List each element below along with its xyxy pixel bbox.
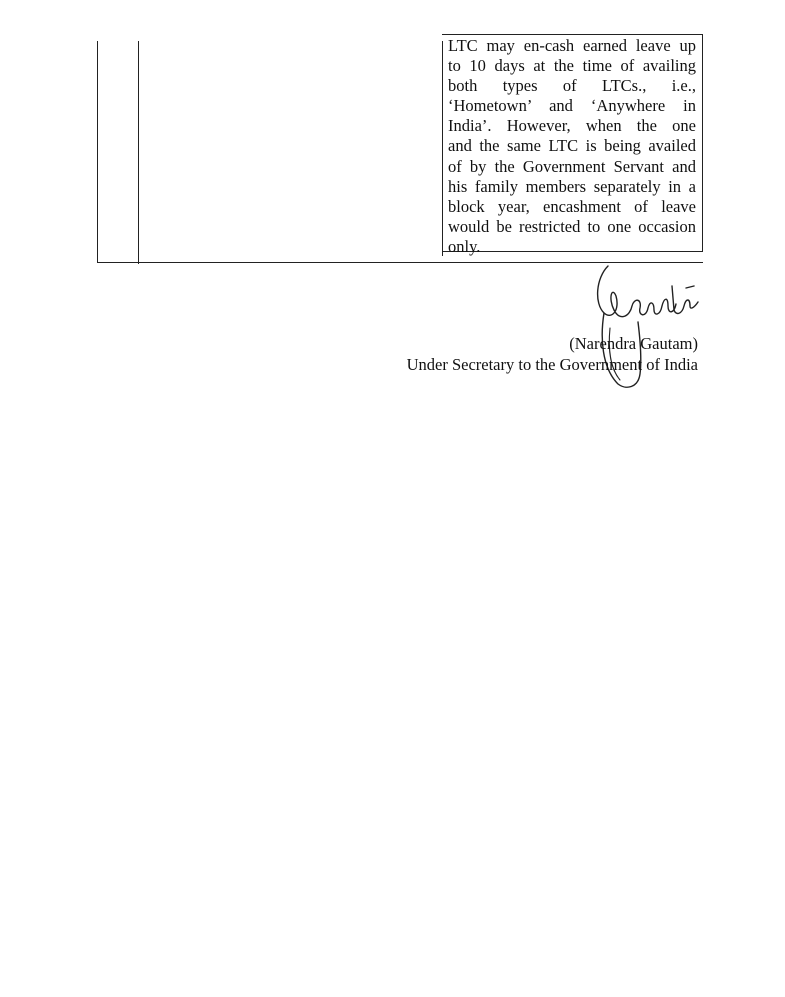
text-line: of by the Government Servant and [448, 156, 696, 176]
signatory-designation: Under Secretary to the Government of India [406, 355, 698, 374]
table-cell-top-border [442, 34, 703, 35]
text-line: would be restricted to one occasion [448, 216, 696, 236]
text-line: his family members separately in a [448, 176, 696, 196]
text-line: block year, encashment of leave [448, 196, 696, 216]
signatory-name: (Narendra Gautam) [569, 334, 698, 353]
text-line: LTC may en-cash earned leave up [448, 36, 696, 55]
table-column-divider [138, 41, 139, 264]
table-cell-remarks [448, 36, 696, 257]
text-line: and the same LTC is being availed [448, 136, 696, 156]
table-cell-right-border [702, 34, 703, 252]
text-line: only. [448, 236, 481, 256]
text-line: India’. However, when the one [448, 116, 696, 136]
text-line: to 10 days at the time of availing [448, 56, 696, 76]
table-column-divider [442, 41, 443, 256]
text-line: both types of LTCs., i.e., [448, 76, 696, 96]
text-line: ‘Hometown’ and ‘Anywhere in [448, 96, 696, 116]
